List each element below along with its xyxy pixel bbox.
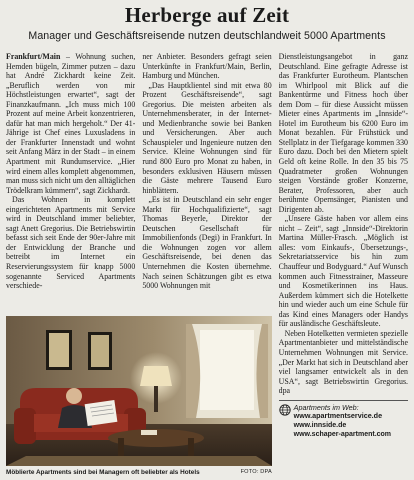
web-box-title xyxy=(294,404,382,421)
article-photo xyxy=(6,316,272,466)
column-3 xyxy=(279,52,408,478)
globe-icon xyxy=(279,404,291,416)
photo-caption: Möblierte Apartments sind bei Managern oft beliebter als Hotels xyxy=(6,468,200,476)
dateline: Frankfurt/Main xyxy=(6,52,61,61)
paragraph: „Das Hauptklientel sind mit etwa 80 Prozent Geschäftsreisende“, sagt Gregorius. Die meisten arbeiten als Unternehmensberater, in der Internet- und Medienbranche sowie bei Banken und Versicherungen. Aber auch Schauspieler und Ingenieure nutzen den Service. Kleine Wohnungen sind für rund 800 Euro pro Monat zu haben, in besonders exklusiven Häusern müssen die Gäste mehrere Tausend Euro hinblättern. xyxy=(142,80,272,195)
paragraph: Neben Hotelketten vermieten spezielle Apartmentanbieter und mittelständische Unternehmen Wohnungen mit Service. „Der Markt hat sich in Deutschland aber viel langsamer entwickelt als in den USA“, sagt Betriebswirtin Gregorius. dpa xyxy=(278,328,408,396)
headline: Herberge auf Zeit xyxy=(124,3,290,27)
subheadline: Manager und Geschäftsreisende nutzen deutschlandweit 5000 Apartments xyxy=(28,30,386,42)
apartment-photo-illustration xyxy=(6,316,272,466)
paragraph: Dienstleistungsangebot in ganz Deutschland. Eine gefragte Adresse ist das Frankfurter Eurotheum. Plantschen im Whirlpool mit Blick auf die Bankentürme und Fitness hoch über dem Dom – für diese Aussicht müssen Mieter eines Apartments im „Innside“-Hotel im Eurotheum bis 6200 Euro im Monat bezahlen. Für Frühstück und Stellplatz in der Tiefgarage kommen 330 Euro dazu. Doch bei den Mietern spielt Geld oft keine Rolle. In den 35 bis 75 Quadratmeter großen Wohnungen steigen Vorstände großer Konzerne, Berater, Professoren, aber auch berühmte Opernsänger, Pianisten und Dirigenten ab. xyxy=(278,52,408,214)
column-1-text xyxy=(6,52,135,291)
web-box-header xyxy=(279,404,408,421)
photo-credit: FOTO: DPA xyxy=(240,469,272,475)
paragraph-text: – Wohnung suchen, Hemden bügeln, Zimmer putzen – dazu hat André Zickhardt keine Zeit. „Beruflich werden von mir Höchstleistungen erwartet“, sagt der Finanzkaufmann. „Ich muss mich 100 Prozent auf meine Arbeit konzentrieren, dafür hat man mich hergeholt.“ Der 41-Jährige ist Chef eines Luxusladens in der Frankfurter Innenstadt und wohnt seit Anfang März in der Stadt – in einem Apartment mit Rundumservice. „Hier wird einem alles komplett abgenommen, man muss sich nicht um den alltäglichen Trödelkram kümmern“, sagt Zickhardt. xyxy=(6,52,136,195)
web-link[interactable]: www.innside.de xyxy=(293,421,347,429)
paragraph: „Unsere Gäste haben vor allem eins nicht – Zeit“, sagt „Innside“-Direktorin Martina Müller-Frasch. „Möglich ist alles: vom Einkaufs-, Übersetzungs-, Sekretariatsservice bis hin zum Chauffeur und Bodyguard.“ Auf Wunsch kommen auch Fitnesstrainer, Masseure und Kosmetikerinnen ins Haus. Außerdem kümmert sich die Hotelkette hin und wieder auch um eine Schule für das Kind eines Managers oder Handys für ausländische Geschäftsleute. xyxy=(278,214,408,329)
paragraph: ner Anbieter. Besonders gefragt seien Unterkünfte in Frankfurt/Main, Berlin, Hamburg und München. xyxy=(142,52,272,81)
photo-caption-row xyxy=(6,466,272,478)
web-link[interactable]: www.schaper-apartment.com xyxy=(293,430,392,438)
paragraph: Das Wohnen in komplett eingerichteten Apartments mit Service wird in Deutschland immer beliebter, sagt Anett Gregorius. Die Betriebswirtin befasst sich seit Ende der 90er-Jahre mit der Entwicklung der Branche und betreibt im Internet ein Reservierungssystem für knapp 5000 sogenannte Serviced Apartments verschiede- xyxy=(6,195,136,291)
web-links-box xyxy=(279,400,408,439)
column-2 xyxy=(142,52,271,312)
web-link[interactable]: www.apartmentservice.de xyxy=(293,411,383,421)
paragraph xyxy=(6,52,135,195)
column-1 xyxy=(6,52,135,312)
web-box-title-text: Apartments im Web: xyxy=(293,402,359,412)
paragraph: „Es ist in Deutschland ein sehr enger Markt für Hochqualifizierte“, sagt Thomas Beyerle, Direktor der Deutschen Gesellschaft für Immobilienfonds (Degi) in Frankfurt. In die Wohnungen zogen vor allem Geschäftsreisende, bei denen das Unternehmen die Kosten übernehme. Nach seinen Schätzungen gibt es etwa 5000 Wohnungen mit xyxy=(142,195,272,291)
